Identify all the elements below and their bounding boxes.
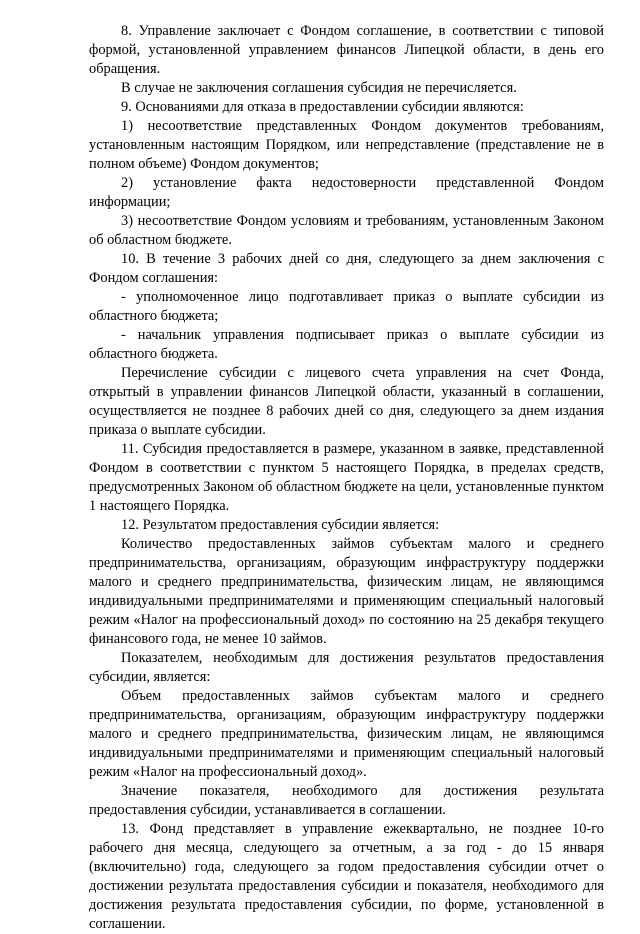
paragraph-10: 10. В течение 3 рабочих дней со дня, следующего за днем заключения с Фондом соглашения: xyxy=(89,251,604,286)
paragraph-9-item-2: 2) установление факта недостоверности представленной Фондом информации; xyxy=(89,175,604,210)
paragraph-10-item-1: - уполномоченное лицо подготавливает приказ о выплате субсидии из областного бюджета; xyxy=(89,289,604,324)
paragraph-9-item-3: 3) несоответствие Фондом условиям и требованиям, установленным Законом об областном бюджете. xyxy=(89,213,604,248)
paragraph-10-transfer: Перечисление субсидии с лицевого счета управления на счет Фонда, открытый в управлении финансов Липецкой области, указанный в соглашении, осуществляется не позднее 8 рабочих дней со дня, следующего за днем издания приказа о выплате субсидии. xyxy=(89,365,604,438)
paragraph-8-note: В случае не заключения соглашения субсидия не перечисляется. xyxy=(121,80,517,96)
paragraph-13: 13. Фонд представляет в управление ежеквартально, не позднее 10-го рабочего дня месяца, следующего за отчетным, а за год - до 15 января (включительно) года, следующего за годом предоставления субсидии отчет о достижении результата предоставления субсидии и показателя, необходимого для достижения результата предоставления субсидии, по форме, установленной в соглашении. xyxy=(89,821,604,932)
paragraph-10-item-2: - начальник управления подписывает приказ о выплате субсидии из областного бюджета. xyxy=(89,327,604,362)
paragraph-11: 11. Субсидия предоставляется в размере, указанном в заявке, представленной Фондом в соответствии с пунктом 5 настоящего Порядка, в пределах средств, предусмотренных Законом об областном бюджете на цели, установленные пунктом 1 настоящего Порядка. xyxy=(89,441,604,514)
paragraph-9-item-1: 1) несоответствие представленных Фондом документов требованиям, установленным настоящим Порядком, или непредставление (представление не в полном объеме) Фондом документов; xyxy=(89,118,604,172)
paragraph-12-indicator: Объем предоставленных займов субъектам малого и среднего предпринимательства, организациям, образующим инфраструктуру поддержки малого и среднего предпринимательства, физическим лицам, не являющимся индивидуальными предпринимателями и применяющим специальный налоговый режим «Налог на профессиональный доход». xyxy=(89,688,604,780)
paragraph-9: 9. Основаниями для отказа в предоставлении субсидии являются: xyxy=(121,99,524,115)
paragraph-12-result: Количество предоставленных займов субъектам малого и среднего предпринимательства, организациям, образующим инфраструктуру поддержки малого и среднего предпринимательства, физическим лицам, не являющимся индивидуальными предпринимателями и применяющим специальный налоговый режим «Налог на профессиональный доход» по состоянию на 25 декабря текущего финансового года, не менее 10 займов. xyxy=(89,536,604,647)
paragraph-12-indicator-intro: Показателем, необходимым для достижения результатов предоставления субсидии, является: xyxy=(89,650,604,685)
paragraph-12: 12. Результатом предоставления субсидии является: xyxy=(121,517,440,533)
paragraph-12-indicator-value: Значение показателя, необходимого для достижения результата предоставления субсидии, устанавливается в соглашении. xyxy=(89,783,604,818)
paragraph-8: 8. Управление заключает с Фондом соглашение, в соответствии с типовой формой, установленной управлением финансов Липецкой области, в день его обращения. xyxy=(89,23,604,77)
